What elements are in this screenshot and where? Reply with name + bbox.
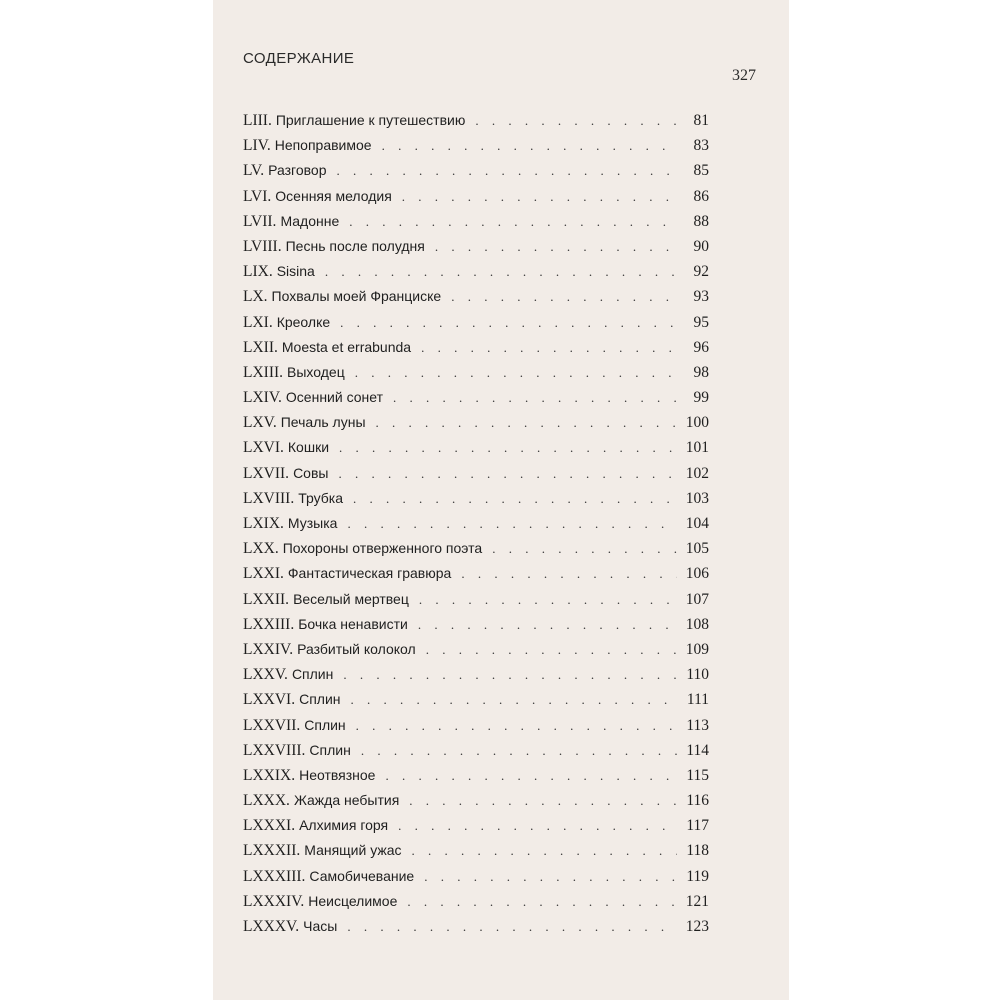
toc-entry-number: LXXX.	[243, 792, 290, 810]
toc-entry	[243, 339, 709, 364]
toc-entry-page: 81	[693, 112, 709, 129]
dot-leader	[409, 793, 677, 809]
toc-entry	[243, 515, 709, 540]
dot-leader	[347, 919, 677, 935]
toc-entry	[243, 263, 709, 288]
dot-leader	[340, 315, 677, 331]
toc-entry-page: 121	[685, 892, 709, 910]
toc-entry-page: 109	[685, 640, 709, 658]
dot-leader	[343, 667, 677, 683]
toc-entry	[243, 162, 709, 187]
table-of-contents	[243, 112, 709, 943]
toc-entry-number: LVIII.	[243, 237, 282, 255]
toc-entry-number: LV.	[243, 162, 265, 180]
toc-entry	[243, 616, 709, 641]
toc-entry-page: 85	[693, 162, 709, 180]
toc-entry-number: LXVIII.	[243, 489, 295, 507]
toc-entry-title: Осенняя мелодия	[275, 187, 392, 204]
dot-leader	[419, 592, 677, 608]
toc-entry-number: LXVI.	[243, 439, 284, 457]
toc-entry-page: 116	[686, 792, 709, 810]
toc-entry-title: Выходец	[287, 363, 345, 380]
toc-entry-number: LXXXIV.	[243, 892, 305, 910]
toc-entry-title: Жажда небытия	[293, 792, 400, 809]
toc-entry	[243, 641, 709, 666]
toc-entry-page: 90	[693, 237, 709, 255]
toc-entry	[243, 666, 709, 691]
toc-entry-title: Похороны отверженного поэта	[282, 540, 483, 557]
toc-entry-number: LIII.	[243, 112, 272, 129]
dot-leader	[412, 843, 677, 859]
toc-entry-number: LXXXI.	[243, 817, 296, 835]
toc-entry	[243, 465, 709, 490]
toc-entry	[243, 364, 709, 389]
dot-leader	[361, 743, 677, 759]
toc-entry-page: 110	[686, 666, 709, 684]
toc-entry	[243, 742, 709, 767]
toc-entry-page: 96	[693, 338, 709, 356]
toc-entry-page: 108	[685, 615, 709, 633]
toc-entry	[243, 238, 709, 263]
dot-leader	[336, 163, 677, 179]
running-head: СОДЕРЖАНИЕ	[243, 50, 355, 67]
toc-entry	[243, 691, 709, 716]
dot-leader	[347, 516, 677, 532]
toc-entry-title: Разговор	[268, 162, 327, 179]
toc-entry-number: LXXIV.	[243, 640, 294, 658]
toc-entry	[243, 439, 709, 464]
toc-entry-number: LXIV.	[243, 389, 282, 407]
toc-entry	[243, 188, 709, 213]
toc-entry	[243, 137, 709, 162]
toc-entry-page: 104	[685, 515, 709, 532]
toc-entry-page: 100	[685, 414, 709, 432]
dot-leader	[402, 189, 677, 205]
toc-entry-page: 114	[686, 741, 709, 759]
toc-entry-page: 106	[685, 565, 709, 583]
toc-entry-page: 111	[686, 691, 709, 709]
toc-entry-page: 99	[693, 389, 709, 407]
toc-entry-title: Непоправимое	[274, 137, 372, 154]
toc-entry-title: Трубка	[298, 489, 344, 506]
dot-leader	[426, 642, 677, 658]
toc-entry	[243, 767, 709, 792]
dot-leader	[385, 768, 677, 784]
toc-entry	[243, 868, 709, 893]
dot-leader	[325, 264, 677, 280]
dot-leader	[355, 365, 677, 381]
toc-entry	[243, 792, 709, 817]
dot-leader	[382, 138, 677, 154]
toc-entry-title: Приглашение к путешествию	[275, 112, 466, 128]
toc-entry	[243, 414, 709, 439]
toc-entry-page: 86	[693, 187, 709, 205]
toc-entry-number: LXXIX.	[243, 766, 296, 784]
toc-entry-title: Сплин	[291, 666, 334, 683]
toc-entry-title: Сплин	[299, 691, 341, 708]
toc-entry-title: Совы	[293, 464, 329, 481]
toc-entry-title: Бочка ненависти	[298, 615, 408, 632]
toc-entry-title: Алхимия горя	[299, 817, 389, 834]
toc-entry-number: LX.	[243, 288, 268, 306]
book-page	[213, 0, 789, 1000]
toc-entry-page: 119	[686, 867, 709, 885]
toc-entry-title: Похвалы моей Франциске	[271, 288, 442, 305]
toc-entry-number: LXI.	[243, 313, 273, 331]
toc-entry-number: LXV.	[243, 414, 277, 432]
toc-entry-title: Фантастическая гравюра	[287, 565, 452, 582]
toc-entry-number: LIX.	[243, 263, 273, 281]
toc-entry-page: 105	[685, 540, 709, 558]
toc-entry-page: 98	[693, 363, 709, 381]
toc-entry-page: 123	[685, 918, 709, 935]
toc-entry	[243, 591, 709, 616]
toc-entry-title: Неотвязное	[299, 766, 376, 783]
toc-entry-page: 93	[693, 288, 709, 306]
toc-entry-title: Веселый мертвец	[293, 590, 409, 607]
toc-entry-title: Разбитый колокол	[297, 640, 416, 657]
toc-entry-number: LXXV.	[243, 666, 288, 684]
toc-entry	[243, 112, 709, 137]
toc-entry-title: Неисцелимое	[308, 892, 398, 909]
toc-entry	[243, 817, 709, 842]
page-number: 327	[732, 67, 756, 84]
toc-entry-title: Сплин	[309, 741, 351, 758]
dot-leader	[461, 566, 677, 582]
toc-entry-title: Песнь после полудня	[285, 237, 425, 254]
toc-entry-page: 118	[686, 842, 709, 860]
toc-entry-number: LXXXII.	[243, 842, 301, 860]
toc-entry-number: LXXXV.	[243, 918, 300, 935]
toc-entry-number: LXIX.	[243, 515, 284, 532]
toc-entry-page: 101	[685, 439, 709, 457]
toc-entry-title: Кошки	[287, 439, 330, 456]
toc-entry-page: 107	[685, 590, 709, 608]
dot-leader	[356, 718, 677, 734]
toc-entry	[243, 213, 709, 238]
toc-entry-page: 92	[693, 263, 709, 281]
toc-entry-title: Креолке	[276, 313, 331, 330]
dot-leader	[418, 617, 677, 633]
toc-entry-number: LXX.	[243, 540, 279, 558]
dot-leader	[393, 390, 677, 406]
dot-leader	[349, 214, 677, 230]
toc-entry-title: Самобичевание	[309, 867, 415, 884]
toc-entry-number: LXXII.	[243, 590, 290, 608]
toc-entry-page: 83	[693, 137, 709, 155]
toc-entry	[243, 918, 709, 943]
toc-entry-page: 103	[685, 489, 709, 507]
toc-entry-number: LVII.	[243, 212, 277, 230]
dot-leader	[338, 466, 677, 482]
toc-entry-page: 95	[693, 313, 709, 331]
toc-entry	[243, 717, 709, 742]
dot-leader	[492, 541, 677, 557]
toc-entry-number: LXXIII.	[243, 615, 295, 633]
dot-leader	[353, 491, 677, 507]
toc-entry	[243, 540, 709, 565]
toc-entry	[243, 288, 709, 313]
toc-entry-title: Мадонне	[280, 212, 340, 229]
toc-entry	[243, 565, 709, 590]
dot-leader	[398, 818, 677, 834]
toc-entry-title: Музыка	[287, 515, 338, 531]
toc-entry-title: Осенний сонет	[285, 389, 383, 406]
toc-entry-title: Moesta et errabunda	[281, 338, 412, 355]
toc-entry-number: LXIII.	[243, 363, 284, 381]
toc-entry-page: 113	[686, 716, 709, 734]
toc-entry-title: Часы	[303, 918, 338, 934]
toc-entry-title: Сплин	[304, 716, 346, 733]
toc-entry-page: 102	[685, 464, 709, 482]
toc-entry	[243, 490, 709, 515]
toc-entry-page: 88	[693, 212, 709, 230]
dot-leader	[424, 869, 677, 885]
toc-entry-title: Sisina	[276, 263, 315, 280]
toc-entry-title: Печаль луны	[280, 414, 366, 431]
toc-entry	[243, 389, 709, 414]
dot-leader	[376, 415, 677, 431]
toc-entry-number: LIV.	[243, 137, 271, 155]
toc-entry-number: LXXVI.	[243, 691, 296, 709]
dot-leader	[421, 340, 677, 356]
toc-entry	[243, 893, 709, 918]
toc-entry-number: LXVII.	[243, 464, 290, 482]
dot-leader	[451, 289, 677, 305]
dot-leader	[475, 113, 677, 129]
toc-entry	[243, 314, 709, 339]
toc-entry-number: LXXXIII.	[243, 867, 306, 885]
toc-entry-number: LXXI.	[243, 565, 284, 583]
dot-leader	[339, 440, 677, 456]
dot-leader	[351, 692, 677, 708]
dot-leader	[407, 894, 677, 910]
toc-entry-number: LXII.	[243, 338, 278, 356]
dot-leader	[435, 239, 677, 255]
toc-entry-page: 115	[686, 766, 709, 784]
toc-entry-title: Манящий ужас	[304, 842, 402, 859]
toc-entry-number: LVI.	[243, 187, 272, 205]
toc-entry-number: LXXVII.	[243, 716, 301, 734]
toc-entry-page: 117	[686, 817, 709, 835]
toc-entry	[243, 842, 709, 867]
toc-entry-number: LXXVIII.	[243, 741, 306, 759]
